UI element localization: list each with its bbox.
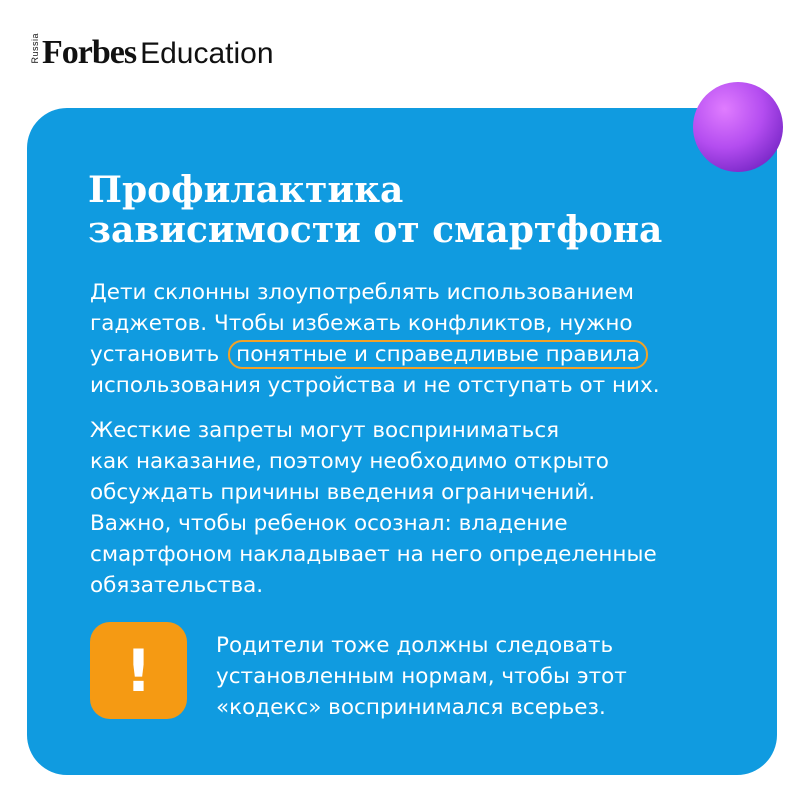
exclamation-glyph: ! (125, 636, 152, 705)
paragraph1-line-3 (90, 339, 660, 370)
paragraph2-line: Важно, чтобы ребенок осознал: владение (90, 511, 568, 536)
paragraph1-line-4: использования устройства и не отступать от них. (90, 373, 660, 398)
note-line: Родители тоже должны следовать (216, 633, 614, 658)
highlighted-phrase: понятные и справедливые правила (228, 340, 648, 369)
purple-orb-decoration (693, 82, 783, 172)
forbes-education-logo (30, 30, 274, 70)
paragraph1-line-1: Дети склонны злоупотреблять использованием (90, 280, 634, 305)
paragraph2-line: Жесткие запреты могут восприниматься (90, 418, 560, 443)
page-title (88, 170, 728, 250)
paragraph-restrictions (90, 415, 657, 601)
exclamation-icon (90, 622, 187, 719)
paragraph1-line-3-start: установить (90, 342, 220, 367)
paragraph2-line: обязательства. (90, 573, 264, 598)
paragraph-rules (90, 277, 660, 401)
paragraph2-line: смартфоном накладывает на него определенные (90, 542, 657, 567)
paragraph2-line: обсуждать причины введения ограничений. (90, 480, 596, 505)
parents-note (216, 630, 627, 723)
logo-russia-label: Russia (30, 33, 40, 64)
paragraph1-line-2: гаджетов. Чтобы избежать конфликтов, нужно (90, 311, 633, 336)
logo-education-wordmark: Education (140, 37, 274, 70)
title-line-2: зависимости от смартфона (88, 209, 663, 251)
title-line-1: Профилактика (88, 169, 404, 211)
note-line: «кодекс» воспринимался всерьез. (216, 695, 606, 720)
note-line: установленным нормам, чтобы этот (216, 664, 627, 689)
logo-forbes-wordmark: Forbes (42, 34, 137, 71)
paragraph2-line: как наказание, поэтому необходимо открыто (90, 449, 609, 474)
